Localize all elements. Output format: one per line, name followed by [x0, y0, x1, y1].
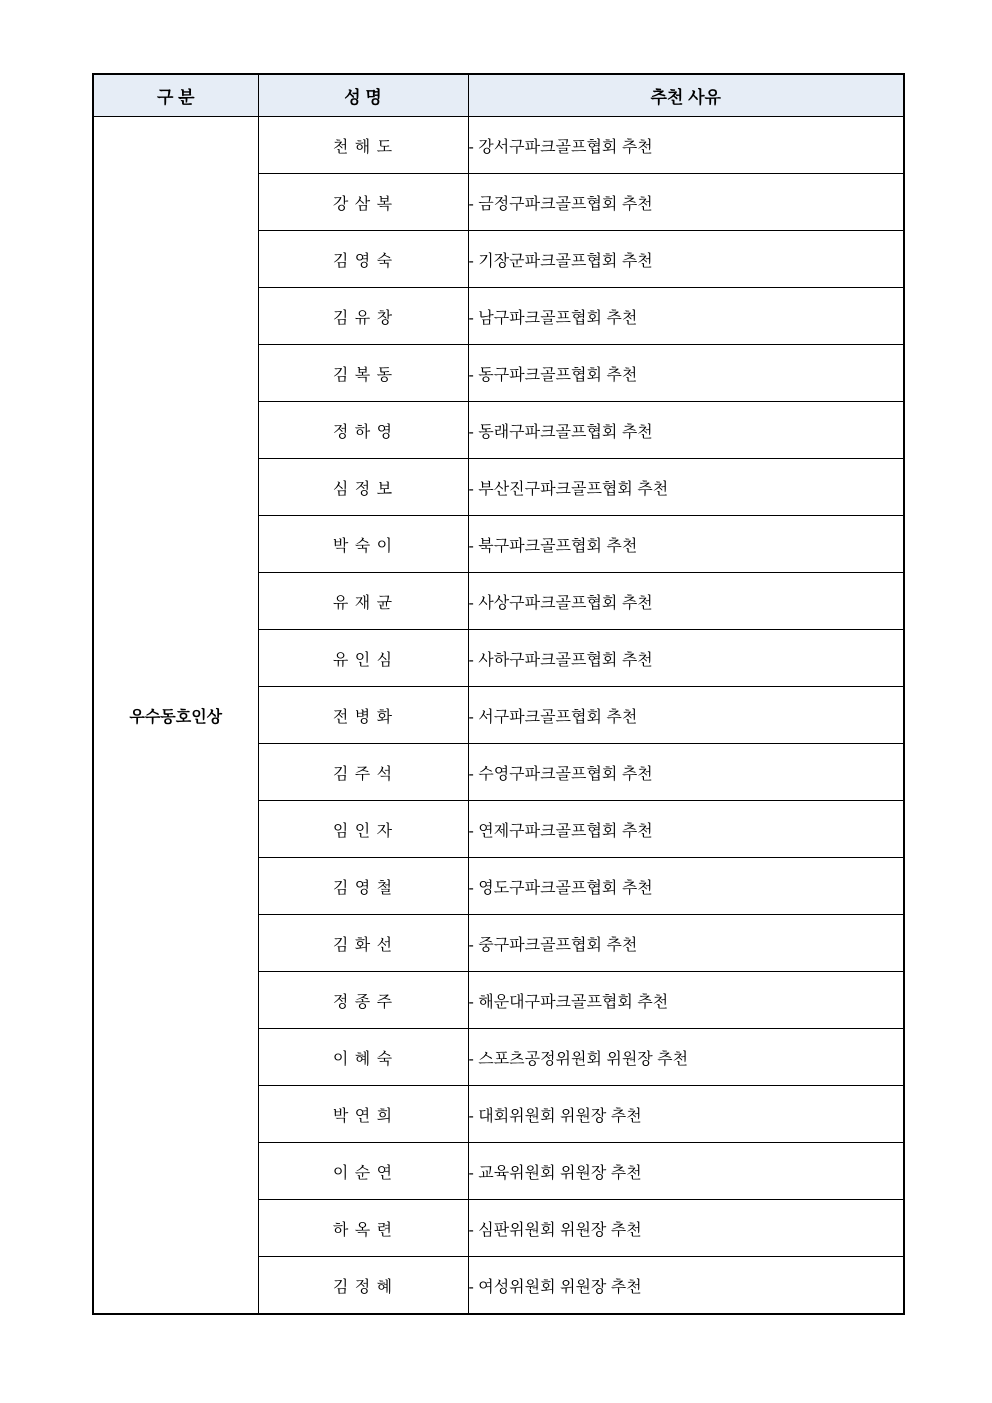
- name-cell: 유 재 균: [258, 573, 468, 630]
- reason-cell: - 북구파크골프협회 추천: [468, 516, 904, 573]
- reason-cell: - 대회위원회 위원장 추천: [468, 1086, 904, 1143]
- reason-cell: - 연제구파크골프협회 추천: [468, 801, 904, 858]
- reason-cell: - 스포츠공정위원회 위원장 추천: [468, 1029, 904, 1086]
- reason-cell: - 남구파크골프협회 추천: [468, 288, 904, 345]
- name-cell: 박 숙 이: [258, 516, 468, 573]
- reason-cell: - 강서구파크골프협회 추천: [468, 117, 904, 174]
- name-cell: 유 인 심: [258, 630, 468, 687]
- table-row: [93, 117, 904, 174]
- reason-cell: - 교육위원회 위원장 추천: [468, 1143, 904, 1200]
- name-cell: 천 해 도: [258, 117, 468, 174]
- reason-cell: - 서구파크골프협회 추천: [468, 687, 904, 744]
- reason-cell: - 사상구파크골프협회 추천: [468, 573, 904, 630]
- name-cell: 김 정 혜: [258, 1257, 468, 1315]
- name-cell: 이 혜 숙: [258, 1029, 468, 1086]
- name-cell: 김 유 창: [258, 288, 468, 345]
- category-cell: 우수동호인상: [93, 117, 258, 1315]
- name-cell: 정 종 주: [258, 972, 468, 1029]
- name-cell: 하 옥 련: [258, 1200, 468, 1257]
- name-cell: 김 화 선: [258, 915, 468, 972]
- name-cell: 김 영 숙: [258, 231, 468, 288]
- table-body: [93, 117, 904, 1315]
- name-cell: 심 정 보: [258, 459, 468, 516]
- reason-cell: - 부산진구파크골프협회 추천: [468, 459, 904, 516]
- header-name: 성 명: [258, 74, 468, 117]
- name-cell: 이 순 연: [258, 1143, 468, 1200]
- reason-cell: - 중구파크골프협회 추천: [468, 915, 904, 972]
- header-reason: 추천 사유: [468, 74, 904, 117]
- reason-cell: - 동래구파크골프협회 추천: [468, 402, 904, 459]
- reason-cell: - 수영구파크골프협회 추천: [468, 744, 904, 801]
- reason-cell: - 기장군파크골프협회 추천: [468, 231, 904, 288]
- name-cell: 김 복 동: [258, 345, 468, 402]
- reason-cell: - 동구파크골프협회 추천: [468, 345, 904, 402]
- name-cell: 김 주 석: [258, 744, 468, 801]
- award-table: [92, 73, 905, 1315]
- name-cell: 강 삼 복: [258, 174, 468, 231]
- reason-cell: - 해운대구파크골프협회 추천: [468, 972, 904, 1029]
- reason-cell: - 여성위원회 위원장 추천: [468, 1257, 904, 1315]
- name-cell: 정 하 영: [258, 402, 468, 459]
- reason-cell: - 심판위원회 위원장 추천: [468, 1200, 904, 1257]
- reason-cell: - 영도구파크골프협회 추천: [468, 858, 904, 915]
- name-cell: 김 영 철: [258, 858, 468, 915]
- header-row: [93, 74, 904, 117]
- name-cell: 전 병 화: [258, 687, 468, 744]
- reason-cell: - 사하구파크골프협회 추천: [468, 630, 904, 687]
- name-cell: 박 연 희: [258, 1086, 468, 1143]
- name-cell: 임 인 자: [258, 801, 468, 858]
- header-category: 구 분: [93, 74, 258, 117]
- reason-cell: - 금정구파크골프협회 추천: [468, 174, 904, 231]
